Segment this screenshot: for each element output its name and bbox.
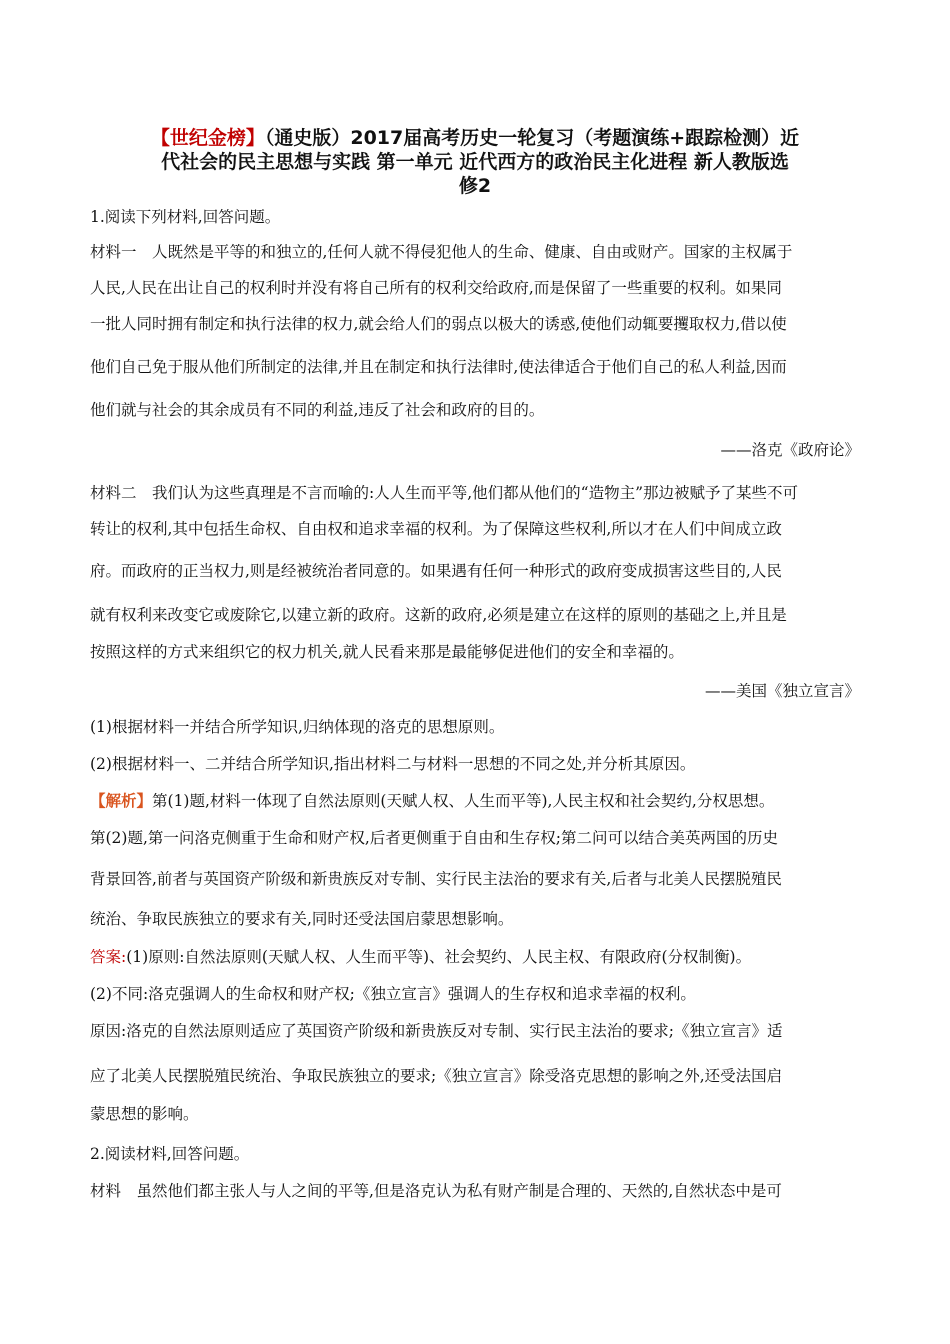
q1-subquestion-2: (2)根据材料一、二并结合所学知识,指出材料二与材料一思想的不同之处,并分析其原因。 [90,755,696,773]
q2-material-line: 材料 虽然他们都主张人与人之间的平等,但是洛克认为私有财产制是合理的、天然的,自然状态中是可 [90,1182,782,1200]
q1-answer-line: 应了北美人民摆脱殖民统治、争取民族独立的要求;《独立宣言》除受洛克思想的影响之外,还受法国启 [90,1067,783,1085]
q1-material1-line: 一批人同时拥有制定和执行法律的权力,就会给人们的弱点以极大的诱惑,使他们动辄要攫取权力,借以使 [90,315,787,333]
q1-analysis-line: 背景回答,前者与英国资产阶级和新贵族反对专制、实行民主法治的要求有关,后者与北美人民摆脱殖民 [90,870,782,888]
q1-material1-source: ——洛克《政府论》 [720,441,860,459]
q1-analysis-line: 统治、争取民族独立的要求有关,同时还受法国启蒙思想影响。 [90,910,514,928]
analysis-label: 【解析】 [90,791,153,810]
q1-material1-line: 他们自己免于服从他们所制定的法律,并且在制定和执行法律时,使法律适合于他们自己的私人利益,因而 [90,358,787,376]
q1-analysis-line [90,791,860,811]
q1-material1-line: 他们就与社会的其余成员有不同的利益,违反了社会和政府的目的。 [90,401,545,419]
answer-label: 答案: [90,948,127,966]
q1-material2-source: ——美国《独立宣言》 [704,682,860,700]
q2-prompt: 2.阅读材料,回答问题。 [90,1145,250,1163]
title-line-1-rest: （通史版）2017届高考历史一轮复习（考题演练+跟踪检测）近 [264,127,800,149]
answer-text: (1)原则:自然法原则(天赋人权、人生而平等)、社会契约、人民主权、有限政府(分权制衡)。 [126,948,752,966]
title-line-1 [80,126,870,150]
q1-material1-line: 材料一 人既然是平等的和独立的,任何人就不得侵犯他人的生命、健康、自由或财产。国家的主权属于 [90,243,793,261]
title-bracket-tag: 【世纪金榜】 [150,127,265,149]
title-line-3: 修2 [458,175,492,197]
q1-material2-line: 按照这样的方式来组织它的权力机关,就人民看来那是最能够促进他们的安全和幸福的。 [90,643,684,661]
q1-answer-line [90,947,860,967]
q1-subquestion-1: (1)根据材料一并结合所学知识,归纳体现的洛克的思想原则。 [90,718,505,736]
q1-answer-line: (2)不同:洛克强调人的生命权和财产权;《独立宣言》强调人的生存权和追求幸福的权利。 [90,985,696,1003]
q1-answer-line: 蒙思想的影响。 [90,1105,199,1123]
q1-material2-line: 就有权利来改变它或废除它,以建立新的政府。这新的政府,必须是建立在这样的原则的基础之上,并且是 [90,606,787,624]
q1-answer-line: 原因:洛克的自然法原则适应了英国资产阶级和新贵族反对专制、实行民主法治的要求;《独立宣言》适 [90,1022,783,1040]
analysis-text: 第(1)题,材料一体现了自然法原则(天赋人权、人生而平等),人民主权和社会契约,分权思想。 [152,792,775,810]
q1-material2-line: 材料二 我们认为这些真理是不言而喻的:人人生而平等,他们都从他们的“造物主”那边被赋予了某些不可 [90,484,799,502]
q1-material2-line: 转让的权利,其中包括生命权、自由权和追求幸福的权利。为了保障这些权利,所以才在人们中间成立政 [90,520,782,538]
q1-material2-line: 府。而政府的正当权力,则是经被统治者同意的。如果遇有任何一种形式的政府变成损害这些目的,人民 [90,562,782,580]
document-title [80,126,870,198]
q1-prompt: 1.阅读下列材料,回答问题。 [90,208,281,226]
title-line-2: 代社会的民主思想与实践 第一单元 近代西方的政治民主化进程 新人教版选 [161,151,789,173]
q1-material1-line: 人民,人民在出让自己的权利时并没有将自己所有的权利交给政府,而是保留了一些重要的权利。如果同 [90,279,782,297]
q1-analysis-line: 第(2)题,第一问洛克侧重于生命和财产权,后者更侧重于自由和生存权;第二问可以结合美英两国的历史 [90,829,779,847]
